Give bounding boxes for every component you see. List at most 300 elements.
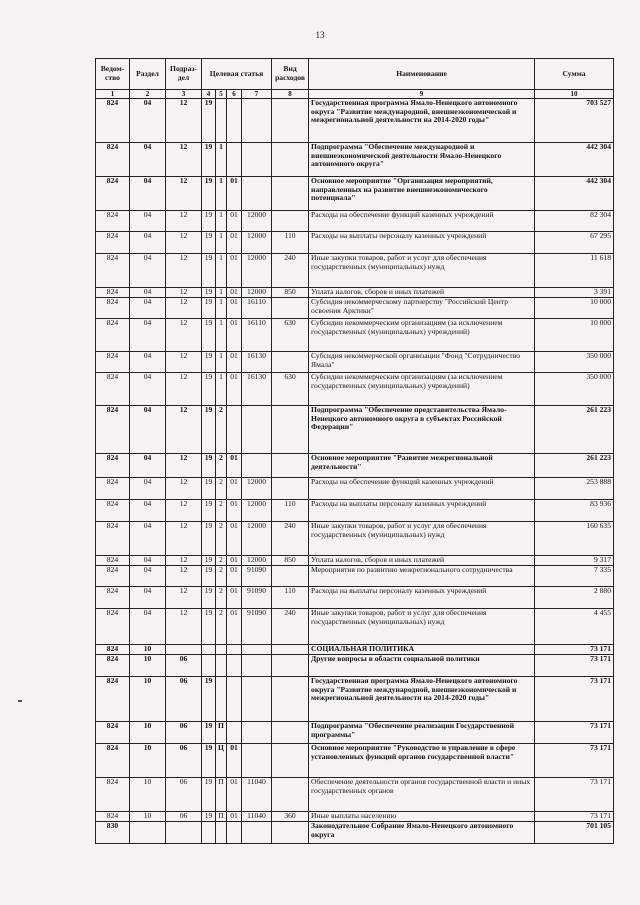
- header-row: [96, 59, 614, 90]
- target-program-cell: 19: [202, 609, 216, 645]
- table-row: [96, 645, 614, 655]
- vedomstvo-cell: 824: [96, 352, 130, 373]
- target-direction-cell: 12000: [242, 232, 272, 254]
- vid-raskhodov-cell: [272, 211, 309, 232]
- target-direction-cell: 11040: [242, 812, 272, 822]
- vid-raskhodov-cell: [272, 778, 309, 812]
- table-row: [96, 211, 614, 232]
- vid-raskhodov-cell: 110: [272, 232, 309, 254]
- razdel-cell: 04: [130, 232, 166, 254]
- name-cell: Иные выплаты населению: [309, 812, 535, 822]
- sum-cell: 73 171: [535, 744, 614, 778]
- table-row: [96, 500, 614, 522]
- razdel-cell: 10: [130, 812, 166, 822]
- target-direction-cell: [242, 722, 272, 744]
- razdel-cell: 04: [130, 373, 166, 406]
- target-program-cell: 19: [202, 373, 216, 406]
- vedomstvo-cell: 824: [96, 319, 130, 352]
- col-num-6: 6: [227, 90, 242, 99]
- vedomstvo-cell: 824: [96, 556, 130, 566]
- sum-cell: 10 000: [535, 319, 614, 352]
- target-direction-cell: 12000: [242, 522, 272, 556]
- vid-raskhodov-cell: [272, 143, 309, 177]
- vid-raskhodov-cell: [272, 298, 309, 319]
- vid-raskhodov-cell: [272, 478, 309, 500]
- column-number-row: [96, 90, 614, 99]
- target-program-cell: 19: [202, 587, 216, 609]
- table-row: [96, 556, 614, 566]
- header-razdel: Раздел: [130, 59, 166, 90]
- name-cell: Уплата налогов, сборов и иных платежей: [309, 556, 535, 566]
- razdel-cell: 04: [130, 298, 166, 319]
- podrazdel-cell: 12: [166, 211, 202, 232]
- vid-raskhodov-cell: [272, 566, 309, 587]
- scan-mark: [18, 700, 22, 702]
- target-program-cell: 19: [202, 143, 216, 177]
- sum-cell: 4 455: [535, 609, 614, 645]
- target-event-cell: [227, 406, 242, 454]
- vid-raskhodov-cell: [272, 645, 309, 655]
- vid-raskhodov-cell: 240: [272, 254, 309, 288]
- name-cell: Подпрограмма "Обеспечение реализации Государственной программы": [309, 722, 535, 744]
- target-program-cell: 19: [202, 522, 216, 556]
- target-event-cell: 01: [227, 454, 242, 478]
- vid-raskhodov-cell: [272, 454, 309, 478]
- name-cell: Субсидии некоммерческим организациям (за исключением государственных (муниципальных) учреждений): [309, 319, 535, 352]
- target-direction-cell: [242, 454, 272, 478]
- razdel-cell: 10: [130, 645, 166, 655]
- vedomstvo-cell: 824: [96, 99, 130, 143]
- target-direction-cell: 12000: [242, 556, 272, 566]
- target-event-cell: 01: [227, 744, 242, 778]
- header-vedomstvo: Ведом-ство: [96, 59, 130, 90]
- target-subprogram-cell: 2: [216, 500, 227, 522]
- col-num-9: 9: [309, 90, 535, 99]
- target-event-cell: 01: [227, 566, 242, 587]
- podrazdel-cell: 12: [166, 254, 202, 288]
- name-cell: Государственная программа Ямало-Ненецкого автономного округа "Развитие международной, внешнеэкономической и межрегиональной деятельности на 2014-2020 годы": [309, 99, 535, 143]
- target-event-cell: 01: [227, 478, 242, 500]
- target-event-cell: 01: [227, 254, 242, 288]
- podrazdel-cell: 12: [166, 454, 202, 478]
- target-subprogram-cell: 2: [216, 406, 227, 454]
- target-event-cell: [227, 822, 242, 844]
- target-subprogram-cell: Ц: [216, 744, 227, 778]
- podrazdel-cell: 12: [166, 566, 202, 587]
- target-program-cell: 19: [202, 99, 216, 143]
- col-num-3: 3: [166, 90, 202, 99]
- sum-cell: 442 304: [535, 143, 614, 177]
- target-program-cell: 19: [202, 500, 216, 522]
- vid-raskhodov-cell: 240: [272, 522, 309, 556]
- razdel-cell: 10: [130, 744, 166, 778]
- target-event-cell: 01: [227, 288, 242, 298]
- target-event-cell: 01: [227, 177, 242, 211]
- target-program-cell: [202, 645, 216, 655]
- razdel-cell: 04: [130, 556, 166, 566]
- target-program-cell: 19: [202, 778, 216, 812]
- target-event-cell: 01: [227, 298, 242, 319]
- target-direction-cell: 91090: [242, 587, 272, 609]
- razdel-cell: 04: [130, 609, 166, 645]
- vid-raskhodov-cell: 360: [272, 812, 309, 822]
- sum-cell: 2 880: [535, 587, 614, 609]
- podrazdel-cell: 12: [166, 177, 202, 211]
- name-cell: Подпрограмма "Обеспечение международной и внешнеэкономической деятельности Ямало-Ненецкого автономного округа": [309, 143, 535, 177]
- target-program-cell: 19: [202, 232, 216, 254]
- vedomstvo-cell: 824: [96, 406, 130, 454]
- name-cell: Основное мероприятие "Руководство и управление в сфере установленных функций органов государственной власти": [309, 744, 535, 778]
- table-row: [96, 822, 614, 844]
- razdel-cell: 04: [130, 143, 166, 177]
- table-row: [96, 454, 614, 478]
- target-direction-cell: [242, 645, 272, 655]
- razdel-cell: 04: [130, 406, 166, 454]
- table-body: [96, 99, 614, 844]
- sum-cell: 73 171: [535, 645, 614, 655]
- vid-raskhodov-cell: [272, 99, 309, 143]
- target-subprogram-cell: 1: [216, 211, 227, 232]
- target-program-cell: 19: [202, 177, 216, 211]
- sum-cell: 11 618: [535, 254, 614, 288]
- vedomstvo-cell: 824: [96, 722, 130, 744]
- razdel-cell: 04: [130, 352, 166, 373]
- target-event-cell: [227, 645, 242, 655]
- podrazdel-cell: 12: [166, 406, 202, 454]
- target-subprogram-cell: 2: [216, 454, 227, 478]
- name-cell: Подпрограмма "Обеспечение представительства Ямало-Ненецкого автономного округа в субъектах Российской Федерации": [309, 406, 535, 454]
- name-cell: Иные закупки товаров, работ и услуг для обеспечения государственных (муниципальных) нужд: [309, 254, 535, 288]
- vedomstvo-cell: 824: [96, 609, 130, 645]
- podrazdel-cell: 12: [166, 556, 202, 566]
- podrazdel-cell: 12: [166, 478, 202, 500]
- razdel-cell: 04: [130, 99, 166, 143]
- table-row: [96, 587, 614, 609]
- vedomstvo-cell: 824: [96, 373, 130, 406]
- target-direction-cell: 12000: [242, 254, 272, 288]
- col-num-2: 2: [130, 90, 166, 99]
- podrazdel-cell: 12: [166, 500, 202, 522]
- target-direction-cell: [242, 822, 272, 844]
- target-event-cell: 01: [227, 522, 242, 556]
- podrazdel-cell: 06: [166, 812, 202, 822]
- vedomstvo-cell: 824: [96, 298, 130, 319]
- sum-cell: 442 304: [535, 177, 614, 211]
- vid-raskhodov-cell: [272, 822, 309, 844]
- podrazdel-cell: 12: [166, 232, 202, 254]
- sum-cell: 160 635: [535, 522, 614, 556]
- target-direction-cell: 12000: [242, 288, 272, 298]
- vedomstvo-cell: 824: [96, 812, 130, 822]
- vedomstvo-cell: 824: [96, 177, 130, 211]
- vedomstvo-cell: 824: [96, 744, 130, 778]
- table-row: [96, 288, 614, 298]
- target-program-cell: [202, 655, 216, 677]
- table-row: [96, 298, 614, 319]
- target-subprogram-cell: 1: [216, 373, 227, 406]
- vedomstvo-cell: 824: [96, 454, 130, 478]
- razdel-cell: 10: [130, 677, 166, 722]
- target-program-cell: 19: [202, 406, 216, 454]
- razdel-cell: 04: [130, 566, 166, 587]
- table-row: [96, 406, 614, 454]
- name-cell: Основное мероприятие "Развитие межрегиональной деятельности": [309, 454, 535, 478]
- target-direction-cell: 16110: [242, 298, 272, 319]
- name-cell: Расходы на обеспечение функций казенных учреждений: [309, 211, 535, 232]
- target-direction-cell: [242, 655, 272, 677]
- name-cell: Субсидии некоммерческим организациям (за исключением государственных (муниципальных) учреждений): [309, 373, 535, 406]
- target-event-cell: 01: [227, 500, 242, 522]
- target-program-cell: 19: [202, 211, 216, 232]
- target-direction-cell: 16130: [242, 373, 272, 406]
- target-event-cell: 01: [227, 232, 242, 254]
- sum-cell: 73 171: [535, 655, 614, 677]
- razdel-cell: 04: [130, 454, 166, 478]
- name-cell: Государственная программа Ямало-Ненецкого автономного округа "Развитие международной, внешнеэкономической и межрегиональной деятельности на 2014-2020 годы": [309, 677, 535, 722]
- sum-cell: 253 888: [535, 478, 614, 500]
- sum-cell: 83 936: [535, 500, 614, 522]
- vedomstvo-cell: 824: [96, 143, 130, 177]
- sum-cell: 3 391: [535, 288, 614, 298]
- name-cell: СОЦИАЛЬНАЯ ПОЛИТИКА: [309, 645, 535, 655]
- vedomstvo-cell: 824: [96, 288, 130, 298]
- vedomstvo-cell: 824: [96, 478, 130, 500]
- table-row: [96, 677, 614, 722]
- podrazdel-cell: [166, 822, 202, 844]
- target-subprogram-cell: П: [216, 722, 227, 744]
- target-event-cell: 01: [227, 556, 242, 566]
- podrazdel-cell: 06: [166, 722, 202, 744]
- vid-raskhodov-cell: [272, 406, 309, 454]
- target-program-cell: 19: [202, 677, 216, 722]
- target-subprogram-cell: [216, 677, 227, 722]
- target-event-cell: 01: [227, 587, 242, 609]
- target-event-cell: [227, 655, 242, 677]
- vedomstvo-cell: 824: [96, 522, 130, 556]
- sum-cell: 350 000: [535, 373, 614, 406]
- podrazdel-cell: 12: [166, 143, 202, 177]
- target-direction-cell: [242, 177, 272, 211]
- razdel-cell: 04: [130, 254, 166, 288]
- table-row: [96, 99, 614, 143]
- target-event-cell: 01: [227, 373, 242, 406]
- target-subprogram-cell: 2: [216, 566, 227, 587]
- sum-cell: 82 304: [535, 211, 614, 232]
- podrazdel-cell: 12: [166, 99, 202, 143]
- target-direction-cell: 12000: [242, 478, 272, 500]
- table-row: [96, 609, 614, 645]
- target-subprogram-cell: 1: [216, 177, 227, 211]
- name-cell: Субсидия некоммерческому партнерству "Российский Центр освоения Арктики": [309, 298, 535, 319]
- podrazdel-cell: 06: [166, 744, 202, 778]
- table-row: [96, 254, 614, 288]
- sum-cell: 73 171: [535, 812, 614, 822]
- target-program-cell: 19: [202, 556, 216, 566]
- target-program-cell: 19: [202, 254, 216, 288]
- vedomstvo-cell: 824: [96, 211, 130, 232]
- vid-raskhodov-cell: 630: [272, 319, 309, 352]
- vid-raskhodov-cell: 850: [272, 556, 309, 566]
- razdel-cell: 10: [130, 778, 166, 812]
- target-subprogram-cell: [216, 655, 227, 677]
- target-direction-cell: 91090: [242, 609, 272, 645]
- header-vid-raskhodov: Вид расходов: [272, 59, 309, 90]
- col-num-1: 1: [96, 90, 130, 99]
- vedomstvo-cell: 824: [96, 232, 130, 254]
- target-program-cell: 19: [202, 288, 216, 298]
- name-cell: Иные закупки товаров, работ и услуг для обеспечения государственных (муниципальных) нужд: [309, 609, 535, 645]
- col-num-10: 10: [535, 90, 614, 99]
- vid-raskhodov-cell: [272, 177, 309, 211]
- name-cell: Расходы на обеспечение функций казенных учреждений: [309, 478, 535, 500]
- target-subprogram-cell: 1: [216, 288, 227, 298]
- target-event-cell: 01: [227, 352, 242, 373]
- table-row: [96, 373, 614, 406]
- vid-raskhodov-cell: 110: [272, 587, 309, 609]
- name-cell: Обеспечение деятельности органов государственной власти и иных государственных органов: [309, 778, 535, 812]
- table-row: [96, 319, 614, 352]
- sum-cell: 261 223: [535, 454, 614, 478]
- target-subprogram-cell: [216, 822, 227, 844]
- header-target-article: Целевая статья: [202, 59, 272, 90]
- header-sum: Сумма: [535, 59, 614, 90]
- target-subprogram-cell: 2: [216, 478, 227, 500]
- target-event-cell: 01: [227, 778, 242, 812]
- razdel-cell: 04: [130, 500, 166, 522]
- target-subprogram-cell: 1: [216, 298, 227, 319]
- target-event-cell: [227, 143, 242, 177]
- razdel-cell: 04: [130, 288, 166, 298]
- sum-cell: 261 223: [535, 406, 614, 454]
- podrazdel-cell: 12: [166, 522, 202, 556]
- col-num-8: 8: [272, 90, 309, 99]
- header-name: Наименование: [309, 59, 535, 90]
- sum-cell: 350 000: [535, 352, 614, 373]
- target-program-cell: 19: [202, 454, 216, 478]
- budget-table: [95, 58, 614, 844]
- vid-raskhodov-cell: [272, 655, 309, 677]
- page-number: 13: [315, 30, 325, 40]
- table-row: [96, 722, 614, 744]
- target-event-cell: 01: [227, 812, 242, 822]
- target-event-cell: 01: [227, 211, 242, 232]
- vedomstvo-cell: 824: [96, 500, 130, 522]
- target-subprogram-cell: 2: [216, 609, 227, 645]
- vedomstvo-cell: 824: [96, 566, 130, 587]
- col-num-4: 4: [202, 90, 216, 99]
- target-program-cell: 19: [202, 352, 216, 373]
- col-num-5: 5: [216, 90, 227, 99]
- name-cell: Мероприятия по развитию межрегионального сотрудничества: [309, 566, 535, 587]
- target-subprogram-cell: 1: [216, 232, 227, 254]
- razdel-cell: 10: [130, 655, 166, 677]
- table-row: [96, 177, 614, 211]
- header-podrazdel: Подраз-дел: [166, 59, 202, 90]
- podrazdel-cell: 12: [166, 373, 202, 406]
- sum-cell: 9 317: [535, 556, 614, 566]
- name-cell: Иные закупки товаров, работ и услуг для обеспечения государственных (муниципальных) нужд: [309, 522, 535, 556]
- sum-cell: 73 171: [535, 677, 614, 722]
- target-direction-cell: [242, 99, 272, 143]
- target-program-cell: 19: [202, 722, 216, 744]
- sum-cell: 7 335: [535, 566, 614, 587]
- target-program-cell: 19: [202, 812, 216, 822]
- table-row: [96, 478, 614, 500]
- podrazdel-cell: 12: [166, 352, 202, 373]
- target-subprogram-cell: 1: [216, 352, 227, 373]
- table-row: [96, 232, 614, 254]
- vid-raskhodov-cell: 630: [272, 373, 309, 406]
- target-subprogram-cell: 2: [216, 587, 227, 609]
- razdel-cell: 04: [130, 177, 166, 211]
- podrazdel-cell: 12: [166, 298, 202, 319]
- vid-raskhodov-cell: [272, 744, 309, 778]
- target-program-cell: [202, 822, 216, 844]
- podrazdel-cell: 06: [166, 778, 202, 812]
- target-subprogram-cell: 1: [216, 319, 227, 352]
- target-event-cell: [227, 99, 242, 143]
- target-subprogram-cell: 2: [216, 556, 227, 566]
- target-direction-cell: 91090: [242, 566, 272, 587]
- target-direction-cell: [242, 143, 272, 177]
- table-row: [96, 352, 614, 373]
- name-cell: Расходы на выплаты персоналу казенных учреждений: [309, 500, 535, 522]
- podrazdel-cell: 06: [166, 655, 202, 677]
- vedomstvo-cell: 824: [96, 645, 130, 655]
- table-row: [96, 522, 614, 556]
- vedomstvo-cell: 824: [96, 677, 130, 722]
- razdel-cell: 04: [130, 522, 166, 556]
- razdel-cell: 04: [130, 319, 166, 352]
- table-row: [96, 778, 614, 812]
- sum-cell: 73 171: [535, 778, 614, 812]
- target-program-cell: 19: [202, 478, 216, 500]
- target-event-cell: 01: [227, 609, 242, 645]
- target-subprogram-cell: П: [216, 778, 227, 812]
- vid-raskhodov-cell: 240: [272, 609, 309, 645]
- table-row: [96, 744, 614, 778]
- sum-cell: 10 000: [535, 298, 614, 319]
- target-direction-cell: 16130: [242, 352, 272, 373]
- target-subprogram-cell: [216, 99, 227, 143]
- target-subprogram-cell: П: [216, 812, 227, 822]
- podrazdel-cell: 12: [166, 319, 202, 352]
- table-row: [96, 143, 614, 177]
- target-direction-cell: [242, 677, 272, 722]
- podrazdel-cell: 06: [166, 677, 202, 722]
- sum-cell: 73 171: [535, 722, 614, 744]
- sum-cell: 703 527: [535, 99, 614, 143]
- name-cell: Расходы на выплаты персоналу казенных учреждений: [309, 232, 535, 254]
- vedomstvo-cell: 824: [96, 254, 130, 288]
- sum-cell: 701 105: [535, 822, 614, 844]
- vedomstvo-cell: 830: [96, 822, 130, 844]
- target-event-cell: [227, 677, 242, 722]
- target-direction-cell: [242, 744, 272, 778]
- target-event-cell: [227, 722, 242, 744]
- name-cell: Расходы на выплаты персоналу казенных учреждений: [309, 587, 535, 609]
- target-direction-cell: 16110: [242, 319, 272, 352]
- vid-raskhodov-cell: 850: [272, 288, 309, 298]
- vedomstvo-cell: 824: [96, 587, 130, 609]
- name-cell: Субсидия некоммерческой организации "Фонд "Сотрудничество Ямала": [309, 352, 535, 373]
- target-direction-cell: 12000: [242, 500, 272, 522]
- razdel-cell: 10: [130, 722, 166, 744]
- vid-raskhodov-cell: [272, 722, 309, 744]
- target-subprogram-cell: 1: [216, 254, 227, 288]
- target-program-cell: 19: [202, 566, 216, 587]
- podrazdel-cell: [166, 645, 202, 655]
